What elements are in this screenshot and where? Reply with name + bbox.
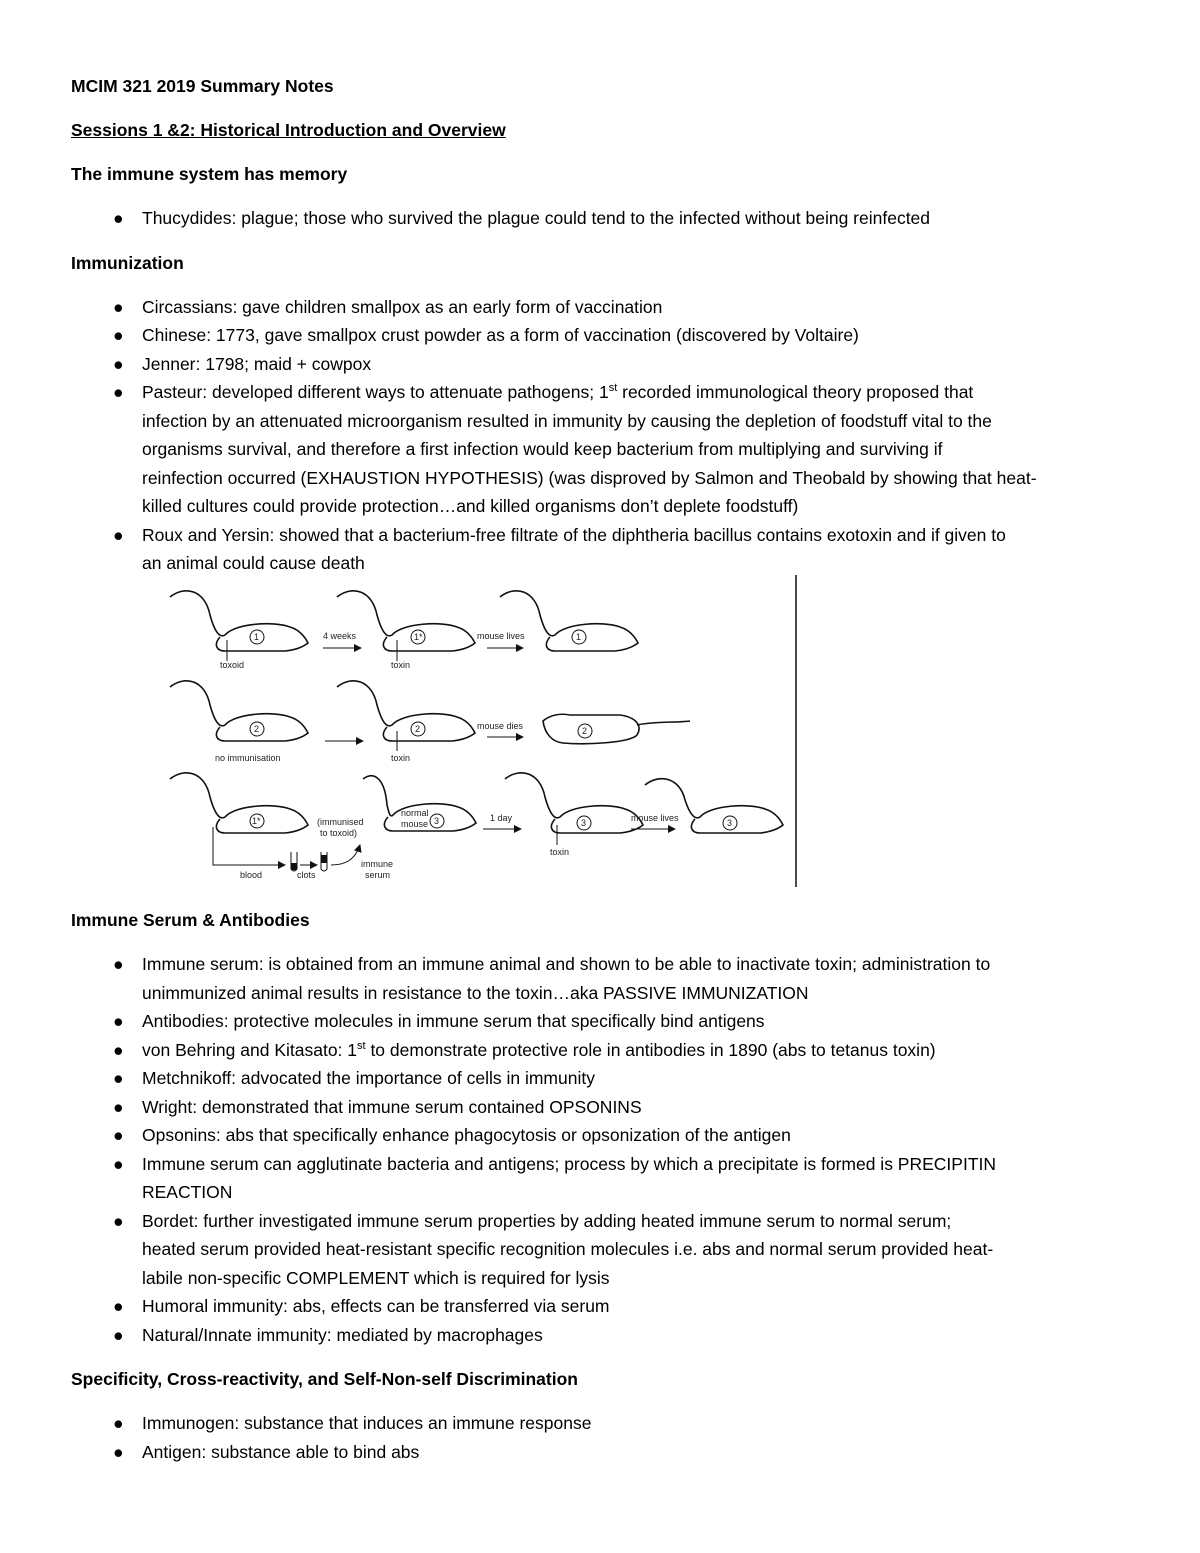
fig-label: 1* <box>252 816 261 826</box>
bullet-icon: ● <box>113 1413 124 1433</box>
bullet-icon: ● <box>113 1210 124 1231</box>
row2-dead-mouse <box>543 714 690 743</box>
heading-memory: The immune system has memory <box>71 164 348 184</box>
fig-label: 2 <box>582 726 588 736</box>
heading-specificity: Specificity, Cross-reactivity, and Self-Non-self Discrimination <box>71 1369 578 1389</box>
fig-label: 1 <box>576 632 582 642</box>
fig-label: clots <box>297 870 316 880</box>
fig-label: 3 <box>727 818 733 828</box>
list-item: ● Bordet: further investigated immune serum properties by adding heated immune serum to normal serum; heated serum provided heat-resistant specific recognition molecules i.e. abs and normal serum provided heat- labile non-specific COMPLEMENT which is required for lysis <box>71 1207 1131 1293</box>
bullet-icon: ● <box>113 524 124 545</box>
bullet-icon: ● <box>113 353 124 374</box>
fig-label: mouse <box>401 819 429 829</box>
fig-label: 3 <box>434 816 440 826</box>
row1-mouse3 <box>500 591 638 651</box>
row1-mouse2 <box>337 591 475 670</box>
list-item: ● Natural/Innate immunity: mediated by macrophages <box>71 1321 1131 1350</box>
fig-label: no immunisation <box>215 753 281 763</box>
fig-label: 1 <box>254 632 260 642</box>
document-body-lower <box>71 906 1131 1466</box>
list-item-roux: ● Roux and Yersin: showed that a bacterium-free filtrate of the diphtheria bacillus contains exotoxin and if given to an animal could cause death <box>71 521 1131 578</box>
document-body <box>71 72 1131 578</box>
fig-label: 1 day <box>490 813 513 823</box>
list-item: ● Circassians: gave children smallpox as an early form of vaccination <box>71 293 1131 322</box>
list-item: ● von Behring and Kitasato: 1st to demonstrate protective role in antibodies in 1890 (abs to tetanus toxin) <box>71 1036 1131 1065</box>
fig-label: 3 <box>581 818 587 828</box>
row2-mouse2 <box>337 681 475 763</box>
heading-serum: Immune Serum & Antibodies <box>71 910 310 930</box>
list-item: ● Opsonins: abs that specifically enhance phagocytosis or opsonization of the antigen <box>71 1121 1131 1150</box>
fig-label: toxin <box>391 753 411 763</box>
fig-label: mouse lives <box>477 631 525 641</box>
row3-mouse1 <box>170 773 308 880</box>
fig-label: blood <box>240 870 263 880</box>
bullet-icon: ● <box>113 208 124 228</box>
fig-label: (immunised <box>317 817 364 827</box>
list-serum <box>71 950 1131 1349</box>
bullet-icon: ● <box>113 296 124 317</box>
list-item: ● Antigen: substance able to bind abs <box>71 1438 1131 1467</box>
list-item-pasteur: ● Pasteur: developed different ways to attenuate pathogens; 1st recorded immunological theory proposed that infection by an attenuated microorganism resulted in immunity by causing the depletion of foodstuff vital to the organisms survival, and therefore a first infection would keep bacterium from multiplying and surviving if reinfection occurred (EXHAUSTION HYPOTHESIS) (was disproved by Salmon and Theobald by showing that heat- killed cultures could provide protection…and killed organisms don’t deplete foodstuff) <box>71 378 1131 521</box>
row1-mouse1 <box>170 591 308 670</box>
list-item: ● Antibodies: protective molecules in immune serum that specifically bind antigens <box>71 1007 1131 1036</box>
list-memory <box>71 204 1131 233</box>
fig-label: 2 <box>415 724 421 734</box>
list-specificity <box>71 1409 1131 1466</box>
list-item: ● Metchnikoff: advocated the importance of cells in immunity <box>71 1064 1131 1093</box>
fig-label: immune <box>361 859 394 869</box>
figure-svg <box>165 575 800 887</box>
row3-mouse2 <box>363 776 476 831</box>
list-item: ● Jenner: 1798; maid + cowpox <box>71 350 1131 379</box>
fig-label: toxoid <box>220 660 245 670</box>
row2-mouse1 <box>170 681 308 763</box>
fig-label: toxin <box>391 660 411 670</box>
list-item: ● Wright: demonstrated that immune serum contained OPSONINS <box>71 1093 1131 1122</box>
fig-label: normal <box>401 808 429 818</box>
row3-tubes <box>291 845 393 880</box>
bullet-icon: ● <box>113 1039 124 1060</box>
fig-label: 1* <box>414 632 423 642</box>
bullet-icon: ● <box>113 325 124 345</box>
list-item: ● Chinese: 1773, gave smallpox crust powder as a form of vaccination (discovered by Voltaire) <box>71 321 1131 350</box>
fig-label: mouse dies <box>477 721 524 731</box>
fig-label: mouse lives <box>631 813 679 823</box>
list-item: ● Immunogen: substance that induces an immune response <box>71 1409 1131 1438</box>
bullet-icon: ● <box>113 1011 124 1031</box>
bullet-icon: ● <box>113 1296 124 1316</box>
fig-label: to toxoid) <box>320 828 358 838</box>
list-item: ● Thucydides: plague; those who survived the plague could tend to the infected without being reinfected <box>71 204 1131 233</box>
list-item: ● Immune serum can agglutinate bacteria and antigens; process by which a precipitate is formed is PRECIPITIN REACTION <box>71 1150 1131 1207</box>
list-item: ● Immune serum: is obtained from an immune animal and shown to be able to inactivate toxin; administration to unimmunized animal results in resistance to the toxin…aka PASSIVE IMMUNIZATION <box>71 950 1131 1007</box>
fig-label: toxin <box>550 847 570 857</box>
bullet-icon: ● <box>113 1096 124 1117</box>
bullet-icon: ● <box>113 1324 124 1345</box>
row3-mouse3 <box>505 773 643 857</box>
fig-label: 2 <box>254 724 260 734</box>
row3-mouse4 <box>645 779 783 833</box>
heading-immunization: Immunization <box>71 252 184 273</box>
bullet-icon: ● <box>113 954 124 974</box>
list-item: ● Humoral immunity: abs, effects can be transferred via serum <box>71 1292 1131 1321</box>
bullet-icon: ● <box>113 1068 124 1088</box>
fig-label: serum <box>365 870 391 880</box>
list-immunization <box>71 293 1131 578</box>
bullet-icon: ● <box>113 1441 124 1462</box>
mouse-experiment-figure <box>165 575 800 887</box>
fig-label: 4 weeks <box>323 631 357 641</box>
doc-title: MCIM 321 2019 Summary Notes <box>71 76 334 96</box>
bullet-icon: ● <box>113 1125 124 1145</box>
bullet-icon: ● <box>113 382 124 402</box>
session-heading: Sessions 1 &2: Historical Introduction and Overview <box>71 120 506 140</box>
bullet-icon: ● <box>113 1153 124 1174</box>
